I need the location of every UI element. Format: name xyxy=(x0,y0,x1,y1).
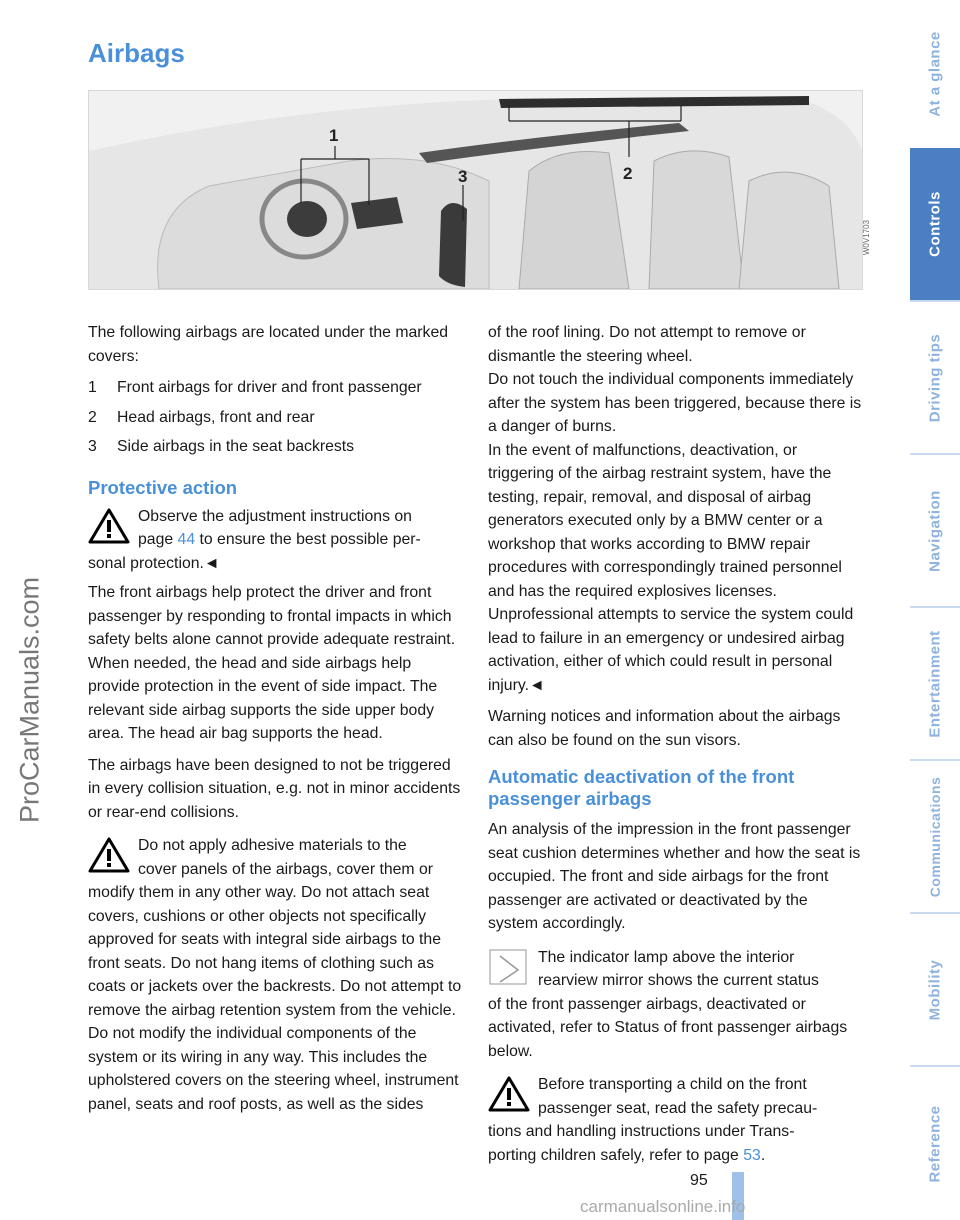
page-number: 95 xyxy=(690,1172,708,1189)
warning-block: Observe the adjustment instructions on page 44 to ensure the best possible per- sonal protection.◄ xyxy=(88,507,421,572)
figure-code: W0V1703 xyxy=(862,220,871,256)
tab-driving-tips[interactable]: Driving tips xyxy=(910,302,960,453)
tab-entertainment[interactable]: Entertainment xyxy=(910,608,960,759)
callout-1: 1 xyxy=(329,126,339,145)
list-item: 3 Side airbags in the seat backrests xyxy=(88,438,355,455)
heading-automatic-deactivation: Automatic deactivation of the front passenger airbags xyxy=(488,766,795,809)
paragraph: The airbags have been designed to not be triggered in every collision situation, e.g. not in minor accidents or rear-end collisions. xyxy=(88,756,461,821)
left-column xyxy=(88,321,464,1116)
callout-2: 2 xyxy=(623,164,633,183)
tab-reference[interactable]: Reference xyxy=(910,1067,960,1220)
tab-mobility[interactable]: Mobility xyxy=(910,914,960,1065)
list-item: 2 Head airbags, front and rear xyxy=(88,408,315,426)
paragraph: In the event of malfunctions, deactivation, or triggering of the airbag restraint system, have the testing, repair, removal, and disposal of airbag generators executed only by a BMW center or a workshop that works according to BMW repair procedures with correspondingly trained personnel and has the required explosives licenses. Unprofessional attempts to service the system could lead to failure in an emergency or undesired airbag activation, either of which could result in personal injury.◄ xyxy=(488,441,854,694)
warning-block: Do not apply adhesive materials to the cover panels of the airbags, cover them or modify them in any other way. Do not attach seat covers, cushions or other objects not specifically approved for seats with integral side airbags to the front seats. Do not hang items of clothing such as coats or jackets over the backrests. Do not attempt to remove the airbag retention system from the vehicle. Do not modify the individual components of the system or its wiring in any way. This includes the upholstered covers on the steering wheel, instrument panel, seats and roof posts, as well as the sides xyxy=(88,837,462,1113)
note-arrow-icon xyxy=(488,948,530,986)
heading-protective-action: Protective action xyxy=(88,476,238,498)
paragraph: Warning notices and information about the airbags can also be found on the sun visors. xyxy=(488,708,841,749)
warning-triangle-icon xyxy=(488,1075,530,1113)
airbag-list xyxy=(88,376,464,465)
warning-block: Before transporting a child on the front passenger seat, read the safety precau- tions and handling instructions under Trans- porting children safely, refer to page 53. xyxy=(488,1076,818,1164)
paragraph: of the roof lining. Do not attempt to remove or dismantle the steering wheel. xyxy=(488,324,806,365)
section-tabs xyxy=(910,0,960,1220)
tab-navigation[interactable]: Navigation xyxy=(910,455,960,606)
paragraph: An analysis of the impression in the front passenger seat cushion determines whether and how the seat is occupied. The front and side airbags for the front passenger are activated or deactivated by the system accordingly. xyxy=(488,821,861,932)
paragraph: The front airbags help protect the driver and front passenger by responding to frontal impacts in which safety belts alone cannot provide adequate restraint. When needed, the head and side airbags help provide protection in the event of side impact. The relevant side airbag supports the side upper body area. The head air bag supports the head. xyxy=(88,584,456,742)
warning-triangle-icon xyxy=(88,836,130,874)
page-title: Airbags xyxy=(88,38,185,68)
list-item: 1 Front airbags for driver and front passenger xyxy=(88,379,422,396)
page-link-53[interactable]: 53 xyxy=(743,1146,761,1164)
note-block: The indicator lamp above the interior rearview mirror shows the current status of the front passenger airbags, deactivated or activated, refer to Status of front passenger airbags below. xyxy=(488,948,848,1060)
page-link-44[interactable]: 44 xyxy=(177,531,196,548)
callout-3: 3 xyxy=(458,167,468,186)
watermark: ProCarManuals.com xyxy=(14,576,45,824)
footer-watermark: carmanualsonline.info xyxy=(580,1197,746,1216)
warning-triangle-icon xyxy=(88,507,130,545)
airbag-location-illustration xyxy=(88,90,863,290)
tab-at-a-glance[interactable]: At a glance xyxy=(910,0,960,148)
right-column xyxy=(488,321,862,1167)
paragraph: Do not touch the individual components immediately after the system has been triggered, because there is a danger of burns. xyxy=(488,371,862,435)
intro-text: The following airbags are located under the marked covers: xyxy=(88,324,449,365)
tab-communications[interactable]: Communications xyxy=(910,761,960,912)
tab-controls[interactable]: Controls xyxy=(910,148,960,300)
